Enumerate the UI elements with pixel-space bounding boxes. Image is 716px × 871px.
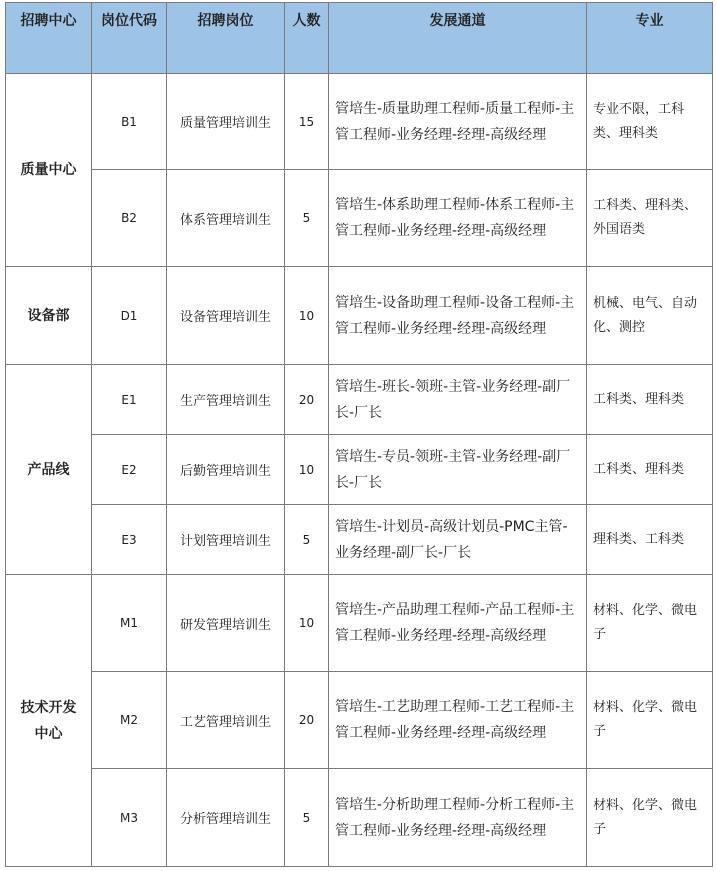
header-center: 招聘中心	[6, 3, 92, 74]
count-cell: 5	[285, 505, 329, 575]
count-cell: 20	[285, 365, 329, 435]
header-row	[6, 3, 713, 74]
header-path: 发展通道	[329, 3, 587, 74]
table-row	[6, 575, 713, 672]
count-cell: 10	[285, 575, 329, 672]
table-row	[6, 365, 713, 435]
position-cell: 分析管理培训生	[167, 769, 285, 867]
major-cell: 工科类、理科类	[587, 365, 713, 435]
major-cell: 材料、化学、微电子	[587, 769, 713, 867]
recruitment-table	[5, 2, 713, 867]
count-cell: 10	[285, 267, 329, 365]
position-cell: 计划管理培训生	[167, 505, 285, 575]
major-cell: 工科类、理科类	[587, 435, 713, 505]
header-position: 招聘岗位	[167, 3, 285, 74]
code-cell: E1	[92, 365, 167, 435]
center-tech-dev: 技术开发中心	[6, 575, 92, 867]
count-cell: 15	[285, 74, 329, 170]
count-cell: 5	[285, 170, 329, 267]
major-cell: 材料、化学、微电子	[587, 575, 713, 672]
path-cell: 管培生-计划员-高级计划员-PMC主管-业务经理-副厂长-厂长	[329, 505, 587, 575]
path-cell: 管培生-质量助理工程师-质量工程师-主管工程师-业务经理-经理-高级经理	[329, 74, 587, 170]
major-cell: 专业不限，工科类、理科类	[587, 74, 713, 170]
path-cell: 管培生-分析助理工程师-分析工程师-主管工程师-业务经理-经理-高级经理	[329, 769, 587, 867]
position-cell: 工艺管理培训生	[167, 672, 285, 769]
header-count: 人数	[285, 3, 329, 74]
major-cell: 材料、化学、微电子	[587, 672, 713, 769]
table-row	[6, 672, 713, 769]
code-cell: M1	[92, 575, 167, 672]
code-cell: D1	[92, 267, 167, 365]
table-row	[6, 505, 713, 575]
major-cell: 机械、电气、自动化、测控	[587, 267, 713, 365]
code-cell: E3	[92, 505, 167, 575]
count-cell: 5	[285, 769, 329, 867]
position-cell: 后勤管理培训生	[167, 435, 285, 505]
path-cell: 管培生-班长-领班-主管-业务经理-副厂长-厂长	[329, 365, 587, 435]
header-major: 专业	[587, 3, 713, 74]
position-cell: 质量管理培训生	[167, 74, 285, 170]
path-cell: 管培生-专员-领班-主管-业务经理-副厂长-厂长	[329, 435, 587, 505]
position-cell: 体系管理培训生	[167, 170, 285, 267]
center-equipment: 设备部	[6, 267, 92, 365]
count-cell: 20	[285, 672, 329, 769]
path-cell: 管培生-体系助理工程师-体系工程师-主管工程师-业务经理-经理-高级经理	[329, 170, 587, 267]
path-cell: 管培生-设备助理工程师-设备工程师-主管工程师-业务经理-经理-高级经理	[329, 267, 587, 365]
table-row	[6, 769, 713, 867]
position-cell: 生产管理培训生	[167, 365, 285, 435]
major-cell: 工科类、理科类、外国语类	[587, 170, 713, 267]
count-cell: 10	[285, 435, 329, 505]
position-cell: 研发管理培训生	[167, 575, 285, 672]
position-cell: 设备管理培训生	[167, 267, 285, 365]
code-cell: B1	[92, 74, 167, 170]
table-row	[6, 170, 713, 267]
code-cell: E2	[92, 435, 167, 505]
code-cell: B2	[92, 170, 167, 267]
center-quality: 质量中心	[6, 74, 92, 267]
center-product-line: 产品线	[6, 365, 92, 575]
path-cell: 管培生-工艺助理工程师-工艺工程师-主管工程师-业务经理-经理-高级经理	[329, 672, 587, 769]
table-row	[6, 435, 713, 505]
path-cell: 管培生-产品助理工程师-产品工程师-主管工程师-业务经理-经理-高级经理	[329, 575, 587, 672]
table-row	[6, 267, 713, 365]
code-cell: M2	[92, 672, 167, 769]
code-cell: M3	[92, 769, 167, 867]
table-row	[6, 74, 713, 170]
major-cell: 理科类、工科类	[587, 505, 713, 575]
header-code: 岗位代码	[92, 3, 167, 74]
